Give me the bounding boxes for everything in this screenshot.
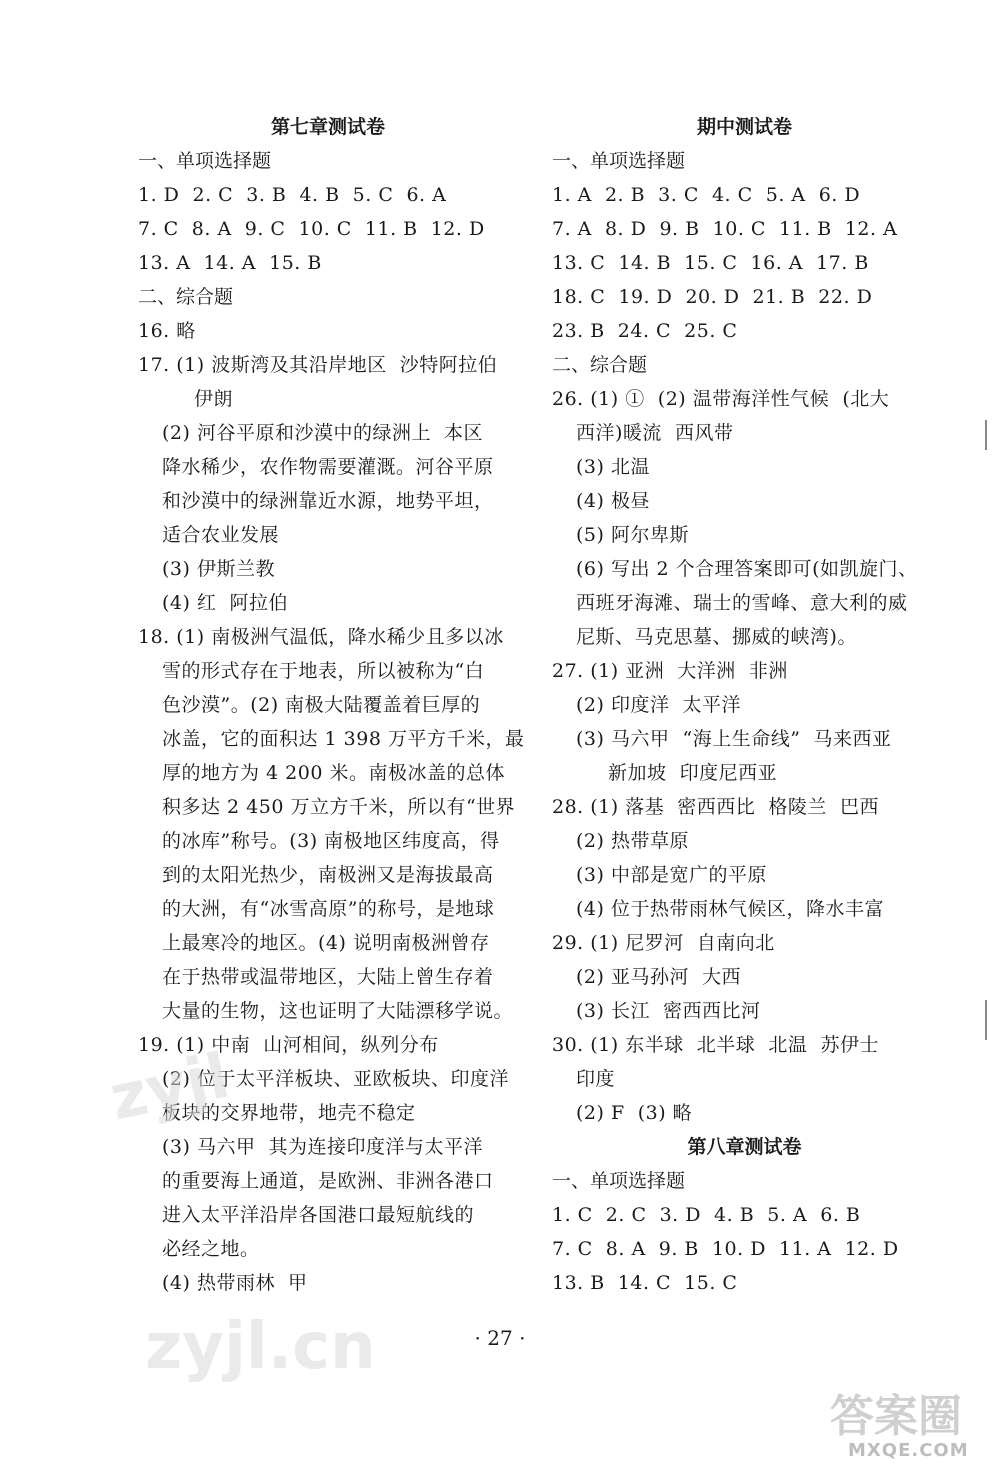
- right-column: [552, 110, 937, 1300]
- answer-line: (4) 热带雨林 甲: [162, 1272, 308, 1294]
- answer-line: 新加坡 印度尼西亚: [608, 762, 778, 784]
- answer-line: 13. B 14. C 15. C: [552, 1272, 738, 1294]
- answer-line: 28. (1) 落基 密西西比 格陵兰 巴西: [552, 796, 879, 818]
- midterm-answers: [552, 144, 937, 1130]
- section-heading: 二、综合题: [138, 286, 234, 308]
- answer-line: 到的太阳光热少，南极洲又是海拔最高: [162, 864, 494, 886]
- answer-line: 西班牙海滩、瑞士的雪峰、意大利的威: [576, 592, 908, 614]
- answer-line: 伊朗: [194, 388, 234, 410]
- answer-line: (2) F (3) 略: [576, 1102, 693, 1124]
- answer-line: 13. A 14. A 15. B: [138, 252, 322, 274]
- answer-line: 色沙漠”。(2) 南极大陆覆盖着巨厚的: [162, 694, 481, 716]
- answer-line: 29. (1) 尼罗河 自南向北: [552, 932, 775, 954]
- answer-line: (2) 亚马孙河 大西: [576, 966, 742, 988]
- section-heading: 一、单项选择题: [138, 150, 272, 172]
- answer-line: (3) 北温: [576, 456, 650, 478]
- answer-line: 的冰库”称号。(3) 南极地区纬度高，得: [162, 830, 500, 852]
- answer-line: 上最寒冷的地区。(4) 说明南极洲曾存: [162, 932, 490, 954]
- answer-line: (2) 印度洋 太平洋: [576, 694, 742, 716]
- answer-line: 的重要海上通道，是欧洲、非洲各港口: [162, 1170, 494, 1192]
- answer-line: 18. (1) 南极洲气温低，降水稀少且多以冰: [138, 626, 504, 648]
- answer-line: 冰盖，它的面积达 1 398 万平方千米，最: [162, 728, 525, 750]
- answer-line: 适合农业发展: [162, 524, 280, 546]
- answer-line: 18. C 19. D 20. D 21. B 22. D: [552, 286, 873, 308]
- page-number: · 27 ·: [474, 1326, 526, 1350]
- left-column: [138, 110, 525, 1300]
- answer-line: 积多达 2 450 万立方千米，所以有“世界: [162, 796, 516, 818]
- answer-line: (3) 伊斯兰教: [162, 558, 275, 580]
- answer-line: 必经之地。: [162, 1238, 260, 1260]
- chapter7-test-title: 第七章测试卷: [270, 116, 385, 138]
- answer-line: (2) 河谷平原和沙漠中的绿洲上 本区: [162, 422, 484, 444]
- answer-line: (6) 写出 2 个合理答案即可(如凯旋门、: [576, 558, 918, 580]
- answer-line: 19. (1) 中南 山河相间，纵列分布: [138, 1034, 439, 1056]
- answer-line: (2) 热带草原: [576, 830, 689, 852]
- answer-line: 23. B 24. C 25. C: [552, 320, 738, 342]
- answer-line: 16. 略: [138, 320, 196, 342]
- answer-line: 1. C 2. C 3. D 4. B 5. A 6. B: [552, 1204, 861, 1226]
- answer-line: 的大洲，有“冰雪高原”的称号，是地球: [162, 898, 495, 920]
- answer-line: (4) 位于热带雨林气候区，降水丰富: [576, 898, 884, 920]
- answer-line: 17. (1) 波斯湾及其沿岸地区 沙特阿拉伯: [138, 354, 498, 376]
- section-heading: 二、综合题: [552, 354, 648, 376]
- answer-line: 1. D 2. C 3. B 4. B 5. C 6. A: [138, 184, 447, 206]
- margin-mark: [985, 420, 987, 450]
- answer-line: (2) 位于太平洋板块、亚欧板块、印度洋: [162, 1068, 509, 1090]
- watermark-zyjl-cn: zyjl.cn: [145, 1310, 376, 1384]
- answer-line: 进入太平洋沿岸各国港口最短航线的: [162, 1204, 475, 1226]
- answer-line: 7. C 8. A 9. C 10. C 11. B 12. D: [138, 218, 485, 240]
- margin-mark: [985, 1000, 987, 1040]
- answer-line: 和沙漠中的绿洲靠近水源，地势平坦，: [162, 490, 494, 512]
- answer-line: (4) 极昼: [576, 490, 650, 512]
- answer-line: 13. C 14. B 15. C 16. A 17. B: [552, 252, 869, 274]
- answer-line: 26. (1) ① (2) 温带海洋性气候 (北大: [552, 388, 890, 410]
- answer-line: 1. A 2. B 3. C 4. C 5. A 6. D: [552, 184, 861, 206]
- answer-line: (3) 长江 密西西比河: [576, 1000, 761, 1022]
- answer-line: 27. (1) 亚洲 大洋洲 非洲: [552, 660, 788, 682]
- answer-line: 7. C 8. A 9. B 10. D 11. A 12. D: [552, 1238, 899, 1260]
- chapter7-answers: [138, 144, 525, 1300]
- section-heading: 一、单项选择题: [552, 1170, 686, 1192]
- answer-line: (5) 阿尔卑斯: [576, 524, 689, 546]
- answer-line: 雪的形式存在于地表，所以被称为“白: [162, 660, 485, 682]
- watermark-logo: 答案圈: [830, 1391, 962, 1442]
- answer-line: 大量的生物，这也证明了大陆漂移学说。: [162, 1000, 514, 1022]
- chapter8-test-title: 第八章测试卷: [687, 1136, 802, 1158]
- answer-line: (3) 马六甲 其为连接印度洋与太平洋: [162, 1136, 484, 1158]
- watermark-site: MXQE.COM: [848, 1440, 969, 1461]
- answer-line: 降水稀少，农作物需要灌溉。河谷平原: [162, 456, 494, 478]
- answer-line: 厚的地方为 4 200 米。南极冰盖的总体: [162, 762, 505, 784]
- answer-line: 印度: [576, 1068, 616, 1090]
- answer-line: 尼斯、马克思墓、挪威的峡湾)。: [576, 626, 857, 648]
- answer-line: 7. A 8. D 9. B 10. C 11. B 12. A: [552, 218, 898, 240]
- answer-line: 在于热带或温带地区，大陆上曾生存着: [162, 966, 494, 988]
- answer-line: 西洋)暖流 西风带: [576, 422, 734, 444]
- chapter8-answers: [552, 1164, 937, 1300]
- answer-line: 30. (1) 东半球 北半球 北温 苏伊士: [552, 1034, 879, 1056]
- answer-line: (3) 中部是宽广的平原: [576, 864, 767, 886]
- answer-line: 板块的交界地带，地壳不稳定: [162, 1102, 416, 1124]
- midterm-test-title: 期中测试卷: [696, 116, 792, 138]
- watermark-zyjl: zyjl: [103, 1038, 236, 1135]
- section-heading: 一、单项选择题: [552, 150, 686, 172]
- answer-line: (3) 马六甲 “海上生命线” 马来西亚: [576, 728, 892, 750]
- answer-line: (4) 红 阿拉伯: [162, 592, 289, 614]
